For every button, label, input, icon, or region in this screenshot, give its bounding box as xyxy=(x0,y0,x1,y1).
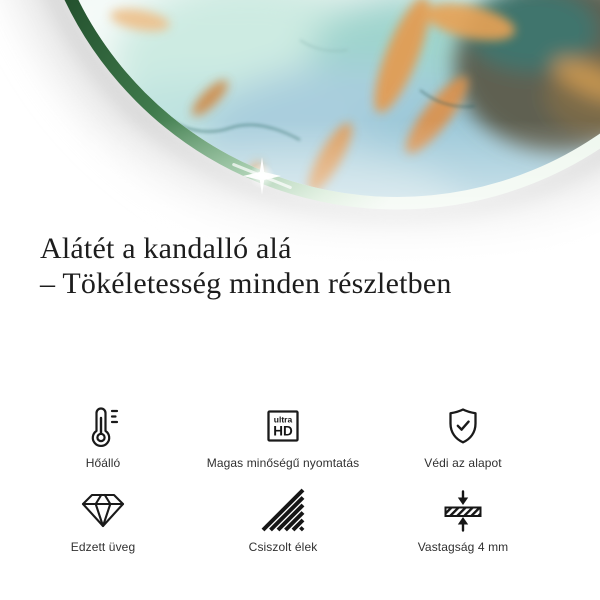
feature-label: Hőálló xyxy=(85,456,121,470)
page-title xyxy=(40,231,452,301)
feature-tempered-glass xyxy=(13,487,193,555)
ultra-label: ultra xyxy=(273,414,293,425)
feature-polished-edges xyxy=(193,487,373,555)
ultra-hd-icon xyxy=(261,403,305,449)
title-line-2: – Tökéletesség minden részletben xyxy=(40,267,452,300)
diamond-icon xyxy=(81,487,125,533)
thermometer-icon xyxy=(81,403,125,449)
feature-protects-base xyxy=(373,403,553,471)
title-line-1: Alátét a kandalló alá xyxy=(40,232,292,265)
feature-label: Csiszolt élek xyxy=(248,540,318,554)
feature-thickness xyxy=(373,487,553,555)
feature-label: Magas minőségű nyomtatás xyxy=(206,456,360,470)
feature-ultra-hd-print xyxy=(193,403,373,471)
shield-check-icon xyxy=(441,403,485,449)
feature-heat-resistant xyxy=(13,403,193,471)
hd-label: HD xyxy=(273,423,293,439)
thickness-icon xyxy=(441,487,485,533)
feature-label: Védi az alapot xyxy=(424,456,502,470)
polished-edges-icon xyxy=(261,487,305,533)
feature-grid xyxy=(13,403,553,555)
feature-label: Edzett üveg xyxy=(70,540,136,554)
feature-label: Vastagság 4 mm xyxy=(417,540,509,554)
